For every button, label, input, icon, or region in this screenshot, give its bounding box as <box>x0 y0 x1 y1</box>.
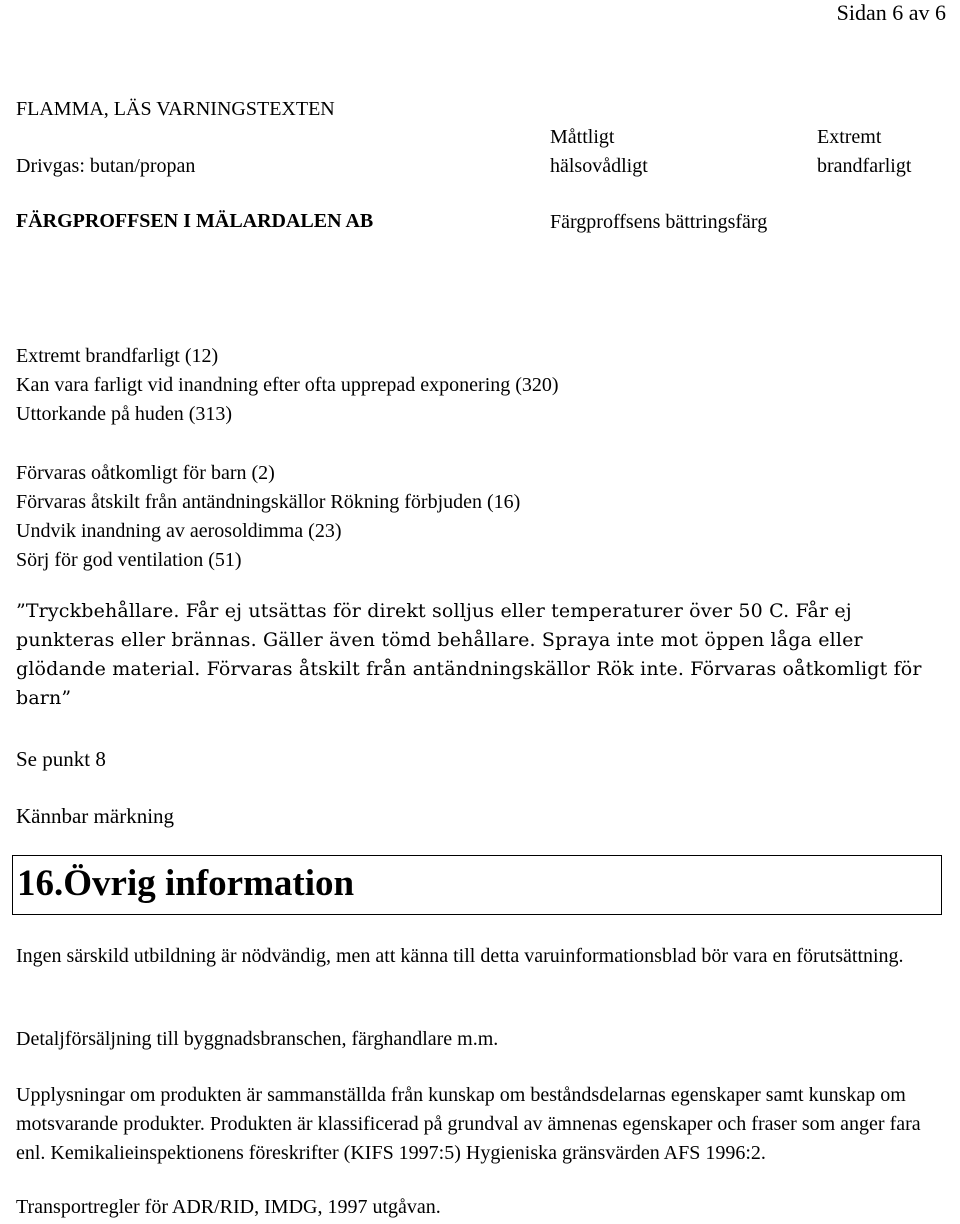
hazard-class-mid-line-2: hälsovådligt <box>550 155 648 177</box>
safety-phrase: Förvaras åtskilt från antändningskällor Rökning förbjuden (16) <box>16 491 521 513</box>
section-16-title: 16.Övrig information <box>17 863 355 904</box>
hazard-class-right-line-1: Extremt <box>817 126 882 148</box>
container-label-text: ”Tryckbehållare. Får ej utsättas för direkt solljus eller temperaturer över 50 C. Får ej punkteras eller brännas. Gäller även tömd behållare. Spraya inte mot öppen låga eller glödande material. Förvaras åtskilt från antändningskällor Rök inte. Förvaras oåtkomligt för barn” <box>16 600 922 709</box>
intended-use-paragraph: Detaljförsäljning till byggnadsbranschen, färghandlare m.m. <box>16 1028 499 1050</box>
risk-phrase-list <box>16 342 559 429</box>
section-16-header-box <box>12 855 942 915</box>
risk-phrase: Extremt brandfarligt (12) <box>16 345 219 367</box>
page-number: Sidan 6 av 6 <box>836 0 946 25</box>
safety-phrase: Sörj för god ventilation (51) <box>16 549 242 571</box>
information-sources-paragraph: Upplysningar om produkten är sammanställda från kunskap om beståndsdelarnas egenskaper samt kunskap om motsvarande produkter. Produkten är klassificerad på grundval av ämnenas egenskaper och fraser som anger fara enl. Kemikalieinspektionens föreskrifter (KIFS 1997:5) Hygieniska gränsvärden AFS 1996:2. <box>16 1084 921 1164</box>
risk-phrase: Uttorkande på huden (313) <box>16 403 233 425</box>
safety-phrase: Undvik inandning av aerosoldimma (23) <box>16 520 342 542</box>
transport-rules-paragraph: Transportregler för ADR/RID, IMDG, 1997 utgåvan. <box>16 1196 441 1218</box>
safety-phrase-list <box>16 459 520 575</box>
propellant-gas: Drivgas: butan/propan <box>16 155 196 177</box>
company-name: FÄRGPROFFSEN I MÄLARDALEN AB <box>16 210 374 232</box>
hazard-class-right-line-2: brandfarligt <box>817 155 912 177</box>
hazard-class-mid-line-1: Måttligt <box>550 126 615 148</box>
product-name: Färgproffsens bättringsfärg <box>550 211 768 233</box>
hazard-warning-title: FLAMMA, LÄS VARNINGSTEXTEN <box>16 98 335 120</box>
training-paragraph: Ingen särskild utbildning är nödvändig, men att känna till detta varuinformationsblad bör vara en förutsättning. <box>16 945 904 967</box>
labelling-heading: Kännbar märkning <box>16 804 175 828</box>
risk-phrase: Kan vara farligt vid inandning efter ofta upprepad exponering (320) <box>16 374 559 396</box>
see-point-reference: Se punkt 8 <box>16 747 106 771</box>
safety-phrase: Förvaras oåtkomligt för barn (2) <box>16 462 275 484</box>
